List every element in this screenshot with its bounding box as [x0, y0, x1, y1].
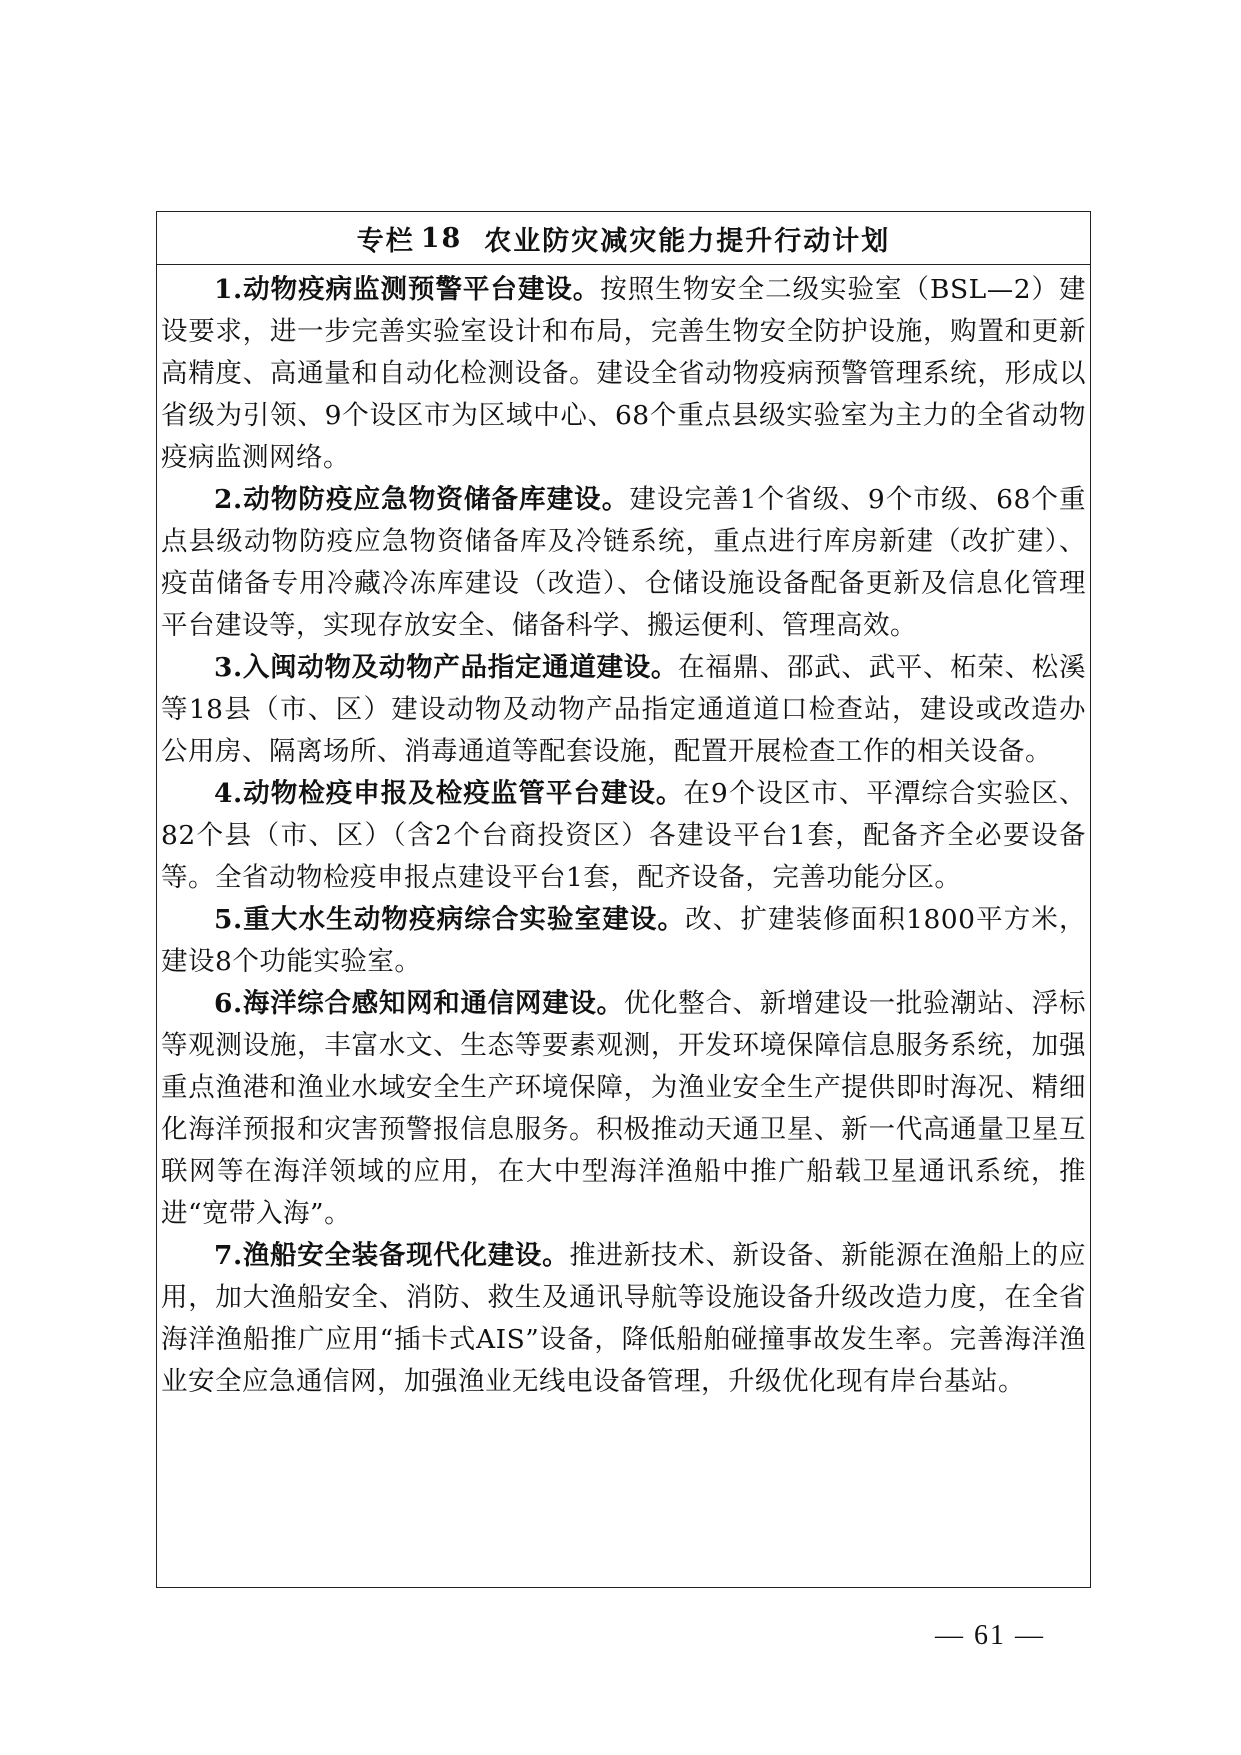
plan-item — [161, 269, 1086, 479]
plan-item — [161, 479, 1086, 647]
item-text: 在福鼎、邵武、武平、柘荣、松溪等18县（市、区）建设动物及动物产品指定通道道口检查站，建设或改造办公用房、隔离场所、消毒通道等配套设施，配置开展检查工作的相关设备。 — [161, 652, 1086, 767]
item-heading: 4.动物检疫申报及检疫监管平台建设。 — [214, 778, 684, 809]
item-text: 在9个设区市、平潭综合实验区、82个县（市、区）（含2个台商投资区）各建设平台1套，配备齐全必要设备等。全省动物检疫申报点建设平台1套，配齐设备，完善功能分区。 — [161, 778, 1086, 893]
item-text: 改、扩建装修面积1800平方米，建设8个功能实验室。 — [161, 904, 1086, 977]
page-number: — 61 — — [935, 1620, 1045, 1651]
item-heading: 6.海洋综合感知网和通信网建设。 — [214, 988, 624, 1019]
column-box — [156, 211, 1091, 1588]
column-heading: 农业防灾减灾能力提升行动计划 — [484, 225, 891, 257]
item-heading: 1.动物疫病监测预警平台建设。 — [214, 274, 601, 305]
item-heading: 7.渔船安全装备现代化建设。 — [214, 1240, 570, 1271]
item-heading: 3.入闽动物及动物产品指定通道建设。 — [214, 652, 679, 683]
item-heading: 5.重大水生动物疫病综合实验室建设。 — [214, 904, 686, 935]
item-text: 建设完善1个省级、9个市级、68个重点县级动物防疫应急物资储备库及冷链系统，重点进行库房新建（改扩建）、疫苗储备专用冷藏冷冻库建设（改造）、仓储设施设备配备更新及信息化管理平台建设等，实现存放安全、储备科学、搬运便利、管理高效。 — [161, 484, 1086, 641]
column-body — [157, 265, 1090, 1403]
column-label: 专栏 — [356, 225, 415, 257]
plan-item — [161, 1235, 1086, 1403]
item-heading: 2.动物防疫应急物资储备库建设。 — [214, 484, 630, 515]
plan-item — [161, 647, 1086, 773]
plan-item — [161, 899, 1086, 983]
item-text: 优化整合、新增建设一批验潮站、浮标等观测设施，丰富水文、生态等要素观测，开发环境保障信息服务系统，加强重点渔港和渔业水域安全生产环境保障，为渔业安全生产提供即时海况、精细化海洋预报和灾害预警报信息服务。积极推动天通卫星、新一代高通量卫星互联网等在海洋领域的应用，在大中型海洋渔船中推广船载卫星通讯系统，推进“宽带入海”。 — [161, 988, 1087, 1229]
plan-item — [161, 773, 1086, 899]
item-text: 按照生物安全二级实验室（BSL—2）建设要求，进一步完善实验室设计和布局，完善生物安全防护设施，购置和更新高精度、高通量和自动化检测设备。建设全省动物疫病预警管理系统，形成以省级为引领、9个设区市为区域中心、68个重点县级实验室为主力的全省动物疫病监测网络。 — [161, 274, 1086, 473]
item-text: 推进新技术、新设备、新能源在渔船上的应用，加大渔船安全、消防、救生及通讯导航等设施设备升级改造力度，在全省海洋渔船推广应用“插卡式AIS”设备，降低船舶碰撞事故发生率。完善海洋渔业安全应急通信网，加强渔业无线电设备管理，升级优化现有岸台基站。 — [161, 1240, 1087, 1397]
plan-item — [161, 983, 1086, 1235]
column-title — [157, 212, 1090, 265]
column-number: 18 — [420, 222, 463, 254]
